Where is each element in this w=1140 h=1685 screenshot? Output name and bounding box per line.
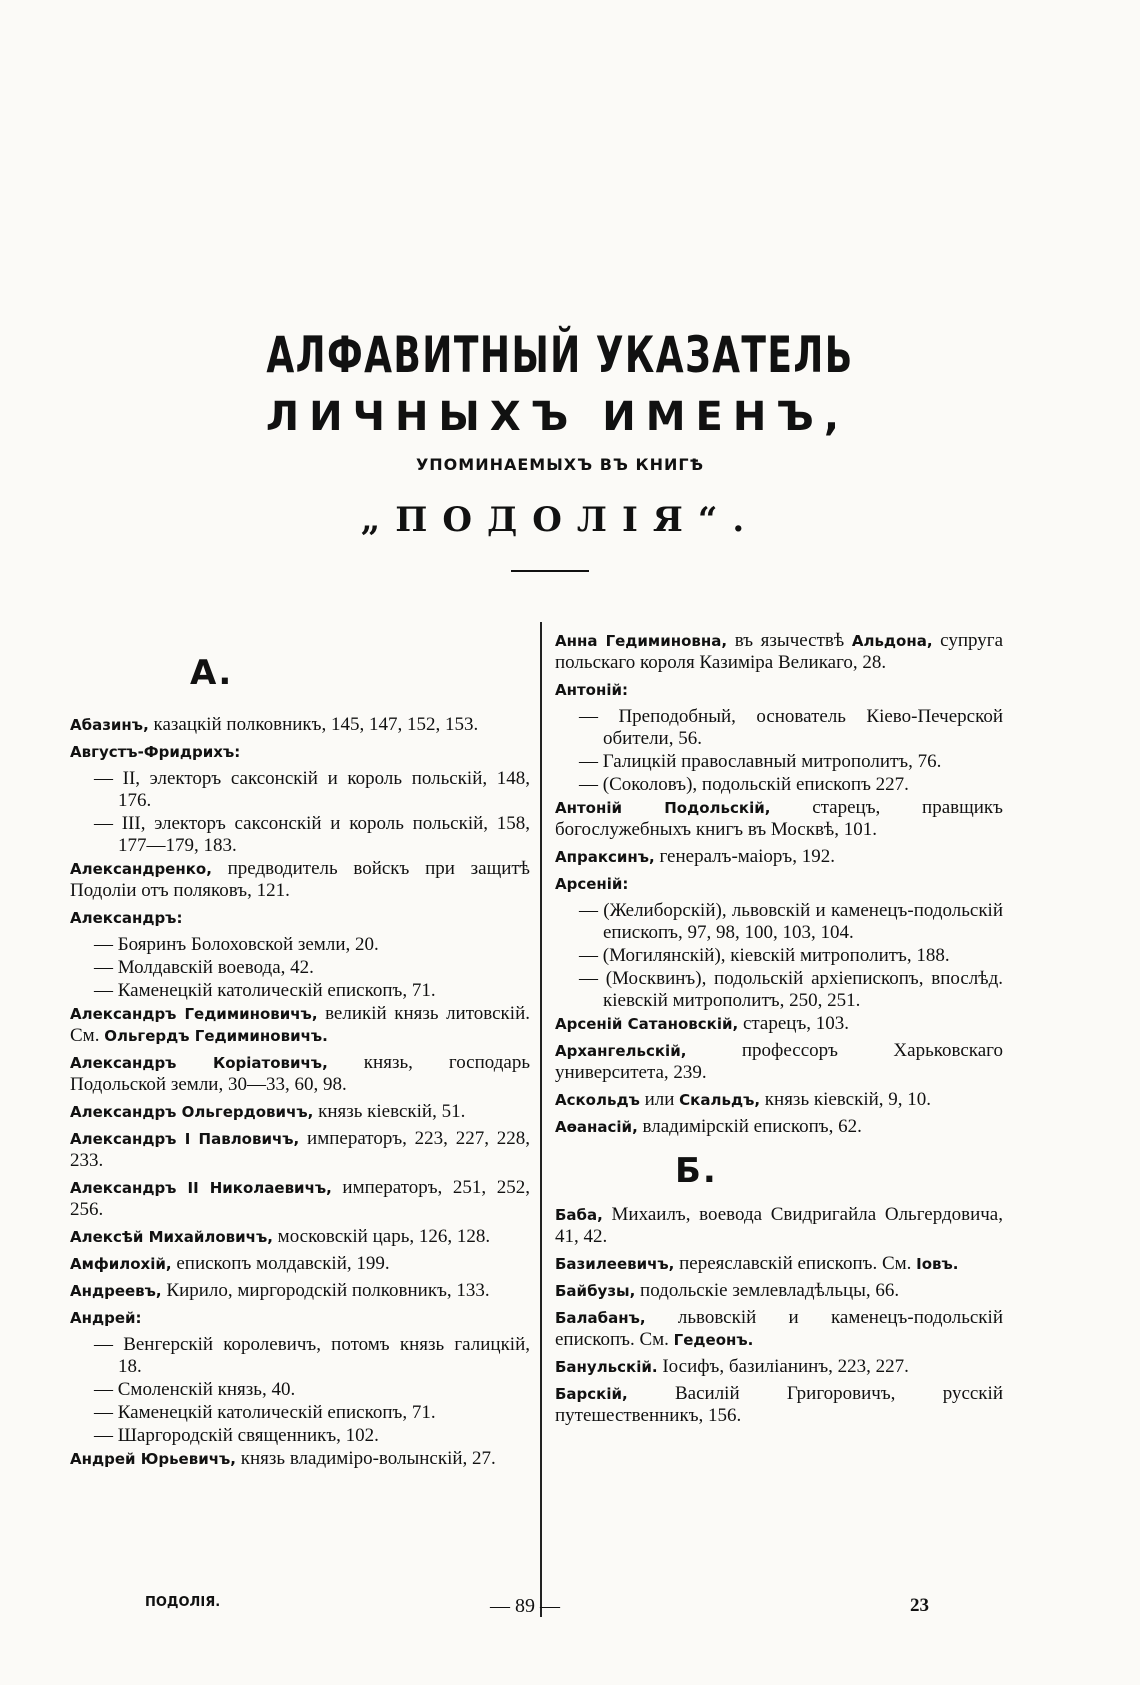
entry-text: переяславскій епископъ. См. — [674, 1253, 917, 1274]
entry-text: императоръ, 251, 252, 256. — [70, 1177, 530, 1220]
entry-name: Андрей: — [70, 1309, 142, 1327]
entry-name: Александръ Гедиминовичъ, — [70, 1005, 318, 1023]
index-entry — [70, 858, 530, 902]
column-divider — [540, 622, 542, 1617]
entry-name: Балабанъ, — [555, 1309, 646, 1327]
signature-number: 23 — [910, 1595, 929, 1616]
index-entry — [555, 873, 1003, 895]
index-entry — [555, 846, 1003, 868]
entry-name: Андреевъ, — [70, 1282, 162, 1300]
index-entry — [70, 1003, 530, 1047]
entry-name: Арсеній Сатановскій, — [555, 1015, 739, 1033]
entry-text: Іосифъ, базиліанинъ, 223, 227. — [657, 1356, 909, 1377]
index-entry — [70, 1226, 530, 1248]
left-entries — [70, 714, 530, 1470]
index-subentry: — Венгерскій королевичъ, потомъ князь галицкій, 18. — [94, 1334, 530, 1377]
entry-text: Михаилъ, воевода Свидригайла Ольгердовича, 41, 42. — [555, 1204, 1003, 1247]
entry-text-tail: супруга польскаго короля Казиміра Великаго, 28. — [555, 630, 1004, 673]
entry-name: Алексѣй Михайловичъ, — [70, 1228, 273, 1246]
title-line-1: АЛФАВИТНЫЙ УКАЗАТЕЛЬ — [266, 326, 854, 384]
index-subentry: — (Желиборскій), львовскій и каменецъ-подольскій епископъ, 97, 98, 100, 103, 104. — [579, 900, 1003, 943]
entry-name: Арсеній: — [555, 875, 629, 893]
index-entry — [70, 907, 530, 929]
index-entry — [555, 1253, 1003, 1275]
entry-text: старецъ, правщикъ богослужебныхъ книгъ въ Москвѣ, 101. — [555, 797, 1003, 840]
title-line-2: ЛИЧНЫХЪ ИМЕНЪ, — [265, 394, 850, 440]
entry-name: Аскольдъ — [555, 1091, 640, 1109]
entry-name: Александръ I Павловичъ, — [70, 1130, 300, 1148]
index-entry — [70, 1253, 530, 1275]
footer-running-title: ПОДОЛІЯ. — [145, 1595, 221, 1610]
entry-name: Александръ: — [70, 909, 183, 927]
entry-name: Александръ Коріатовичъ, — [70, 1054, 328, 1072]
right-a-entries — [555, 630, 1003, 1138]
entry-crossref: Ольгердъ Гедиминовичъ. — [104, 1027, 328, 1045]
index-subentry: — Каменецкій католическій епископъ, 71. — [94, 980, 436, 1001]
index-entry — [70, 1177, 530, 1221]
right-column — [555, 630, 1003, 1432]
entry-crossref: Іовъ. — [916, 1255, 959, 1273]
entry-text: предводитель войскъ при защитѣ Подоліи отъ поляковъ, 121. — [70, 858, 530, 901]
entry-text-tail: князь кіевскій, 9, 10. — [760, 1089, 932, 1110]
entry-text: императоръ, 223, 227, 228, 233. — [70, 1128, 530, 1171]
entry-name: Архангельскій, — [555, 1042, 687, 1060]
index-entry — [555, 1280, 1003, 1302]
index-entry — [555, 1013, 1003, 1035]
entry-text: или — [639, 1089, 680, 1110]
title-block — [0, 325, 1140, 572]
index-entry — [555, 1204, 1003, 1248]
title-line-4: „ПОДОЛІЯ“. — [360, 500, 760, 540]
right-b-entries — [555, 1204, 1003, 1427]
index-entry — [70, 1101, 530, 1123]
entry-name: Анна Гедиминовна, — [555, 632, 728, 650]
index-entry — [555, 797, 1003, 841]
page-number: — 89 — — [490, 1595, 560, 1617]
index-subentry: — Бояринъ Болоховской земли, 20. — [94, 934, 379, 955]
entry-name: Александръ II Николаевичъ, — [70, 1179, 332, 1197]
entry-text: князь, господарь Подольской земли, 30—33, 60, 98. — [70, 1052, 530, 1095]
index-subentry: — (Соколовъ), подольскій епископъ 227. — [579, 774, 909, 795]
title-rule — [511, 570, 589, 572]
entry-name: Баба, — [555, 1206, 603, 1224]
index-entry — [70, 741, 530, 763]
index-entry — [555, 1383, 1003, 1427]
entry-text: князь кіевскій, 51. — [313, 1101, 466, 1122]
left-column — [70, 630, 530, 1475]
entry-text: въ язычествѣ — [727, 630, 852, 651]
entry-name: Александренко, — [70, 860, 212, 878]
index-subentry: — Молдавскій воевода, 42. — [94, 957, 314, 978]
index-subentry: — Шаргородскій священникъ, 102. — [94, 1425, 379, 1446]
entry-name: Базилеевичъ, — [555, 1255, 675, 1273]
index-entry — [70, 1128, 530, 1172]
entry-text: московскій царь, 126, 128. — [272, 1226, 491, 1247]
index-subentry: — Преподобный, основатель Кіево-Печерской обители, 56. — [579, 706, 1003, 749]
index-subentry: — II, электоръ саксонскій и король польскій, 148, 176. — [94, 768, 530, 811]
index-entry — [555, 1356, 1003, 1378]
entry-text: подольскіе землевладѣльцы, 66. — [635, 1280, 900, 1301]
index-subentry: — (Москвинъ), подольскій архіепископъ, впослѣд. кіевскій митрополитъ, 250, 251. — [579, 968, 1003, 1011]
entry-text: казацкій полковникъ, 145, 147, 152, 153. — [148, 714, 479, 735]
index-entry — [70, 1448, 530, 1470]
entry-text: львовскій и каменецъ-подольскій епископъ. См. — [555, 1307, 1003, 1350]
index-entry — [555, 1307, 1003, 1351]
entry-name: Антоній Подольскій, — [555, 799, 771, 817]
entry-text: Кирило, миргородскій полковникъ, 133. — [161, 1280, 490, 1301]
entry-text: старецъ, 103. — [738, 1013, 850, 1034]
entry-text: профессоръ Харьковскаго университета, 239. — [555, 1040, 1003, 1083]
index-entry — [555, 1116, 1003, 1138]
entry-name: Банульскій. — [555, 1358, 658, 1376]
entry-text: князь владиміро-волынскій, 27. — [236, 1448, 496, 1469]
entry-name: Антоній: — [555, 681, 628, 699]
index-subentry: — (Могилянскій), кіевскій митрополитъ, 188. — [579, 945, 950, 966]
title-line-3: УПОМИНАЕМЫХЪ ВЪ КНИГѢ — [415, 455, 705, 474]
index-entry — [555, 1040, 1003, 1084]
index-entry — [70, 1052, 530, 1096]
entry-name: Апраксинъ, — [555, 848, 655, 866]
entry-text: Василій Григоровичъ, русскій путешественникъ, 156. — [555, 1383, 1003, 1426]
index-subentry: — Смоленскій князь, 40. — [94, 1379, 296, 1400]
section-letter-a: А. — [190, 653, 234, 693]
index-entry — [555, 1089, 1003, 1111]
entry-name: Августъ-Фридрихъ: — [70, 743, 241, 761]
entry-name: Абазинъ, — [70, 716, 149, 734]
entry-name: Александръ Ольгердовичъ, — [70, 1103, 314, 1121]
index-entry — [555, 679, 1003, 701]
entry-name: Амфилохій, — [70, 1255, 172, 1273]
index-subentry: — Каменецкій католическій епископъ, 71. — [94, 1402, 436, 1423]
entry-crossref: Гедеонъ. — [673, 1331, 754, 1349]
entry-name: Барскій, — [555, 1385, 628, 1403]
section-letter-b: Б. — [675, 1151, 718, 1191]
index-subentry: — III, электоръ саксонскій и король польскій, 158, 177—179, 183. — [94, 813, 530, 856]
entry-name: Андрей Юрьевичъ, — [70, 1450, 237, 1468]
entry-name: Аѳанасій, — [555, 1118, 638, 1136]
entry-crossref: Альдона, — [851, 632, 933, 650]
index-subentry: — Галицкій православный митрополитъ, 76. — [579, 751, 942, 772]
index-entry — [70, 714, 530, 736]
index-entry — [555, 630, 1003, 674]
entry-name: Байбузы, — [555, 1282, 636, 1300]
entry-text: генералъ-маіоръ, 192. — [654, 846, 835, 867]
entry-text: епископъ молдавскій, 199. — [171, 1253, 390, 1274]
entry-text: владимірскій епископъ, 62. — [637, 1116, 862, 1137]
entry-crossref: Скальдъ, — [679, 1091, 761, 1109]
entry-text: великій князь литовскій. См. — [70, 1003, 530, 1046]
index-entry — [70, 1280, 530, 1302]
index-entry — [70, 1307, 530, 1329]
